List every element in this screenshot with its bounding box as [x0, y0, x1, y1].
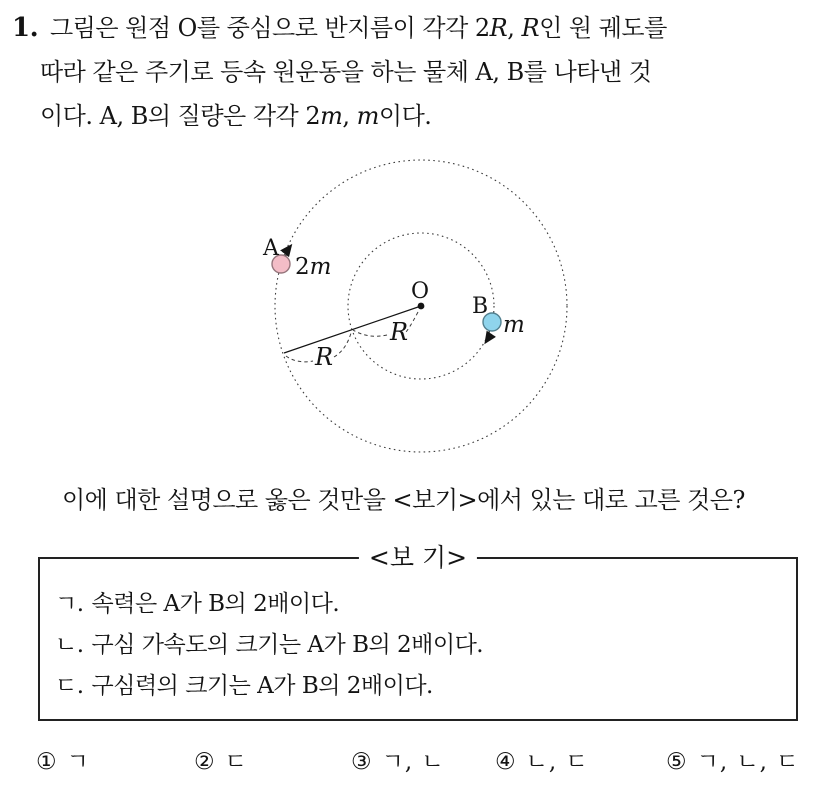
outer-radius-label: R — [315, 343, 334, 371]
choice-1-number: ① — [36, 749, 57, 775]
bogi-item-n-marker: ㄴ. — [55, 632, 84, 658]
object-b-mass-label: m — [503, 312, 525, 338]
object-b-label: B — [472, 294, 489, 319]
choice-2-label: ㄷ — [224, 749, 248, 775]
orbit-diagram — [220, 140, 620, 480]
question-line-1-text: 그림은 원점 O를 중심으로 반지름이 각각 2 — [50, 14, 490, 42]
choice-3-label: ㄱ, ㄴ — [381, 749, 445, 775]
bogi-item-d-text: 구심력의 크기는 A가 B의 2배이다. — [91, 673, 433, 699]
var-m: m — [356, 102, 379, 130]
bogi-item-d — [55, 666, 796, 707]
question-statement — [12, 6, 812, 138]
choice-4[interactable] — [495, 744, 589, 780]
bogi-box — [38, 543, 798, 721]
choice-1-label: ㄱ — [66, 749, 90, 775]
choice-3-number: ③ — [351, 749, 372, 775]
question-prompt: 이에 대한 설명으로 옳은 것만을 <보기>에서 있는 대로 고른 것은? — [62, 486, 745, 514]
question-number: 1. — [12, 13, 39, 43]
choice-5-number: ⑤ — [666, 749, 687, 775]
outer-radius-leader — [286, 356, 313, 362]
bogi-item-d-marker: ㄷ. — [55, 673, 84, 699]
question-line-3 — [12, 94, 812, 138]
bogi-item-g — [55, 584, 796, 625]
answer-choices — [0, 744, 819, 784]
bogi-item-g-text: 속력은 A가 B의 2배이다. — [91, 591, 340, 617]
choice-3[interactable] — [351, 744, 445, 780]
object-a-label: A — [263, 236, 279, 261]
choice-5[interactable] — [666, 744, 800, 780]
inner-radius-label: R — [390, 318, 409, 346]
choice-4-label: ㄴ, ㄷ — [525, 749, 589, 775]
bogi-title: <보 기> — [359, 543, 477, 573]
bogi-item-g-marker: ㄱ. — [55, 591, 84, 617]
bogi-items — [40, 559, 796, 707]
var-R: R — [489, 14, 508, 42]
outer-radius-leader — [334, 333, 351, 357]
choice-2-number: ② — [194, 749, 215, 775]
object-a-mass-coeff: 2 — [295, 254, 310, 280]
object-b-velocity-arrow — [486, 332, 490, 343]
choice-1[interactable] — [36, 744, 90, 780]
center-label: O — [410, 279, 430, 304]
question-line-3-sep: , — [342, 102, 357, 130]
object-a-mass-var: m — [309, 254, 332, 280]
var-m: m — [320, 102, 343, 130]
question-line-2: 따라 같은 주기로 등속 원운동을 하는 물체 A, B를 나타낸 것 — [40, 58, 652, 86]
choice-4-number: ④ — [495, 749, 516, 775]
choice-5-label: ㄱ, ㄴ, ㄷ — [696, 749, 800, 775]
question-line-1-tail: 인 원 궤도를 — [539, 14, 667, 42]
choice-2[interactable] — [194, 744, 248, 780]
var-R: R — [521, 14, 540, 42]
question-line-1-sep: , — [507, 14, 522, 42]
object-a-mass-label — [295, 254, 331, 280]
inner-radius-leader — [353, 330, 387, 336]
question-line-3-tail: 이다. — [378, 102, 432, 130]
bogi-item-n — [55, 625, 796, 666]
question-line-1 — [12, 6, 812, 50]
bogi-item-n-text: 구심 가속도의 크기는 A가 B의 2배이다. — [91, 632, 484, 658]
question-line-3-text: 이다. A, B의 질량은 각각 2 — [40, 102, 321, 130]
